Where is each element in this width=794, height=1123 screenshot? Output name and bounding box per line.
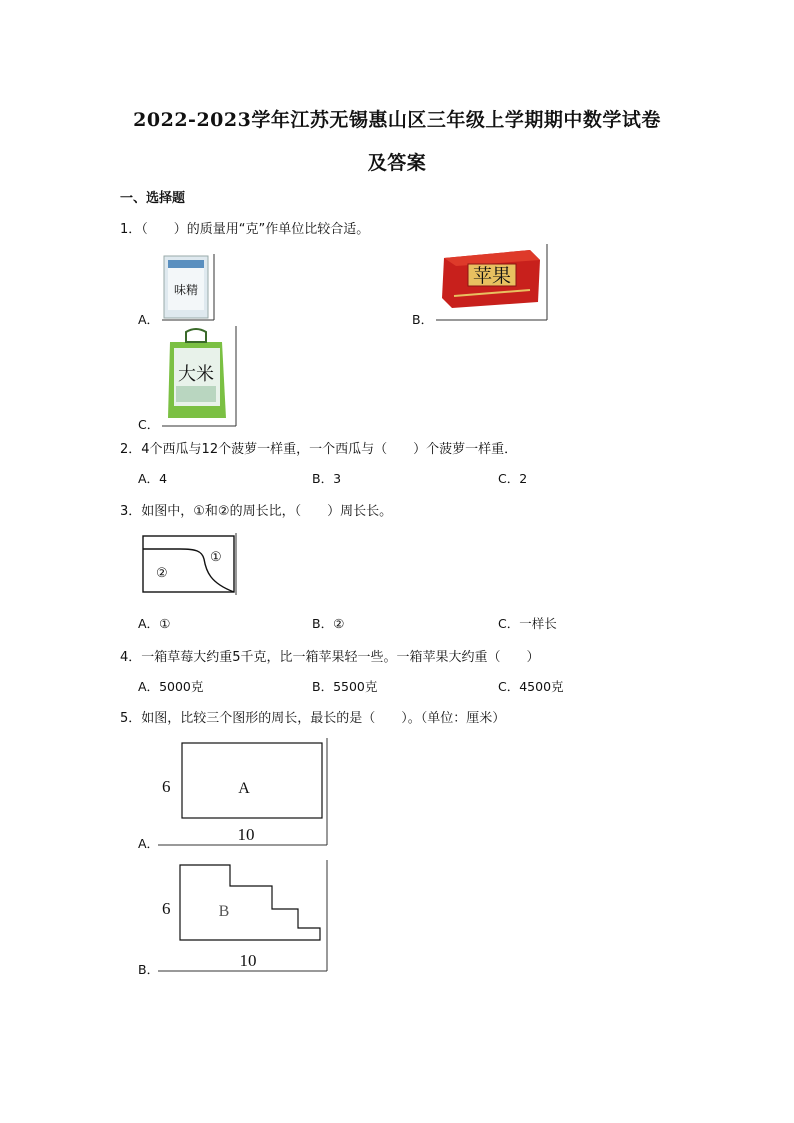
- width-label: 10: [237, 825, 255, 844]
- question-1-option-c-letter: C．: [138, 417, 160, 432]
- option-letter: C．: [498, 471, 520, 486]
- option-letter: C．: [498, 679, 520, 694]
- height-label: 6: [162, 899, 171, 918]
- option-letter: C．: [498, 616, 520, 631]
- question-1-option-b-letter: B．: [412, 312, 434, 327]
- rice-bag-text: 大米: [178, 364, 214, 384]
- option-text: 4: [159, 471, 168, 486]
- question-1-option-a-letter: A．: [138, 312, 160, 327]
- question-3-stem: 3．如图中，①和②的周长比，（ ）周长长。: [120, 504, 393, 519]
- region-1-label: ①: [210, 549, 222, 564]
- option-text: 2: [519, 471, 528, 486]
- question-2-option-c: [498, 469, 527, 487]
- question-4-option-b: [312, 677, 377, 695]
- question-3-option-a: [138, 614, 170, 632]
- question-4-option-c: [498, 677, 564, 695]
- option-letter: B．: [312, 679, 334, 694]
- option-text: 一样长: [519, 616, 557, 631]
- question-3-option-c: [498, 614, 557, 632]
- question-2-stem: 2．4个西瓜与12个菠萝一样重，一个西瓜与（ ）个菠萝一样重．: [120, 442, 518, 457]
- option-text: 5500克: [333, 679, 378, 694]
- section-heading: 一、选择题: [120, 191, 186, 206]
- question-5-stem: 5．如图，比较三个图形的周长，最长的是（ ）。（单位：厘米）: [120, 711, 506, 726]
- width-label: 10: [239, 951, 257, 970]
- height-label: 6: [162, 777, 171, 796]
- perimeter-comparison-figure: [140, 533, 240, 597]
- page-title: 2022-2023学年江苏无锡惠山区三年级上学期期中数学试卷: [133, 109, 661, 131]
- page-title-line2: 及答案: [367, 152, 427, 174]
- option-text: 3: [333, 471, 342, 486]
- question-4-option-a: [138, 677, 203, 695]
- question-5-option-a-letter: A．: [138, 836, 160, 851]
- option-letter: A．: [138, 616, 160, 631]
- option-letter: A．: [138, 679, 160, 694]
- rectangle-a-figure: [158, 738, 330, 846]
- apple-box-text: 苹果: [472, 266, 512, 287]
- option-letter: B．: [312, 471, 334, 486]
- question-5-option-b-letter: B．: [138, 962, 160, 977]
- region-2-label: ②: [156, 565, 168, 580]
- option-letter: A．: [138, 471, 160, 486]
- question-3-option-b: [312, 614, 344, 632]
- option-text: 4500克: [519, 679, 564, 694]
- question-1-stem: 1．（ ）的质量用“克”作单位比较合适。: [120, 222, 370, 237]
- rice-bag-image: [160, 326, 240, 428]
- msg-package-image: [160, 254, 216, 322]
- question-2-option-a: [138, 469, 167, 487]
- staircase-b-figure: [158, 860, 330, 972]
- option-text: 5000克: [159, 679, 204, 694]
- shape-a-label: A: [238, 780, 250, 797]
- option-letter: B．: [312, 616, 334, 631]
- shape-b-label: B: [218, 903, 230, 920]
- msg-package-text: 味精: [173, 283, 199, 297]
- option-text: ①: [159, 616, 171, 631]
- question-2-option-b: [312, 469, 341, 487]
- option-text: ②: [333, 616, 345, 631]
- question-4-stem: 4．一箱草莓大约重5千克，比一箱苹果轻一些。一箱苹果大约重（ ）: [120, 650, 540, 665]
- apple-box-image: [434, 244, 550, 322]
